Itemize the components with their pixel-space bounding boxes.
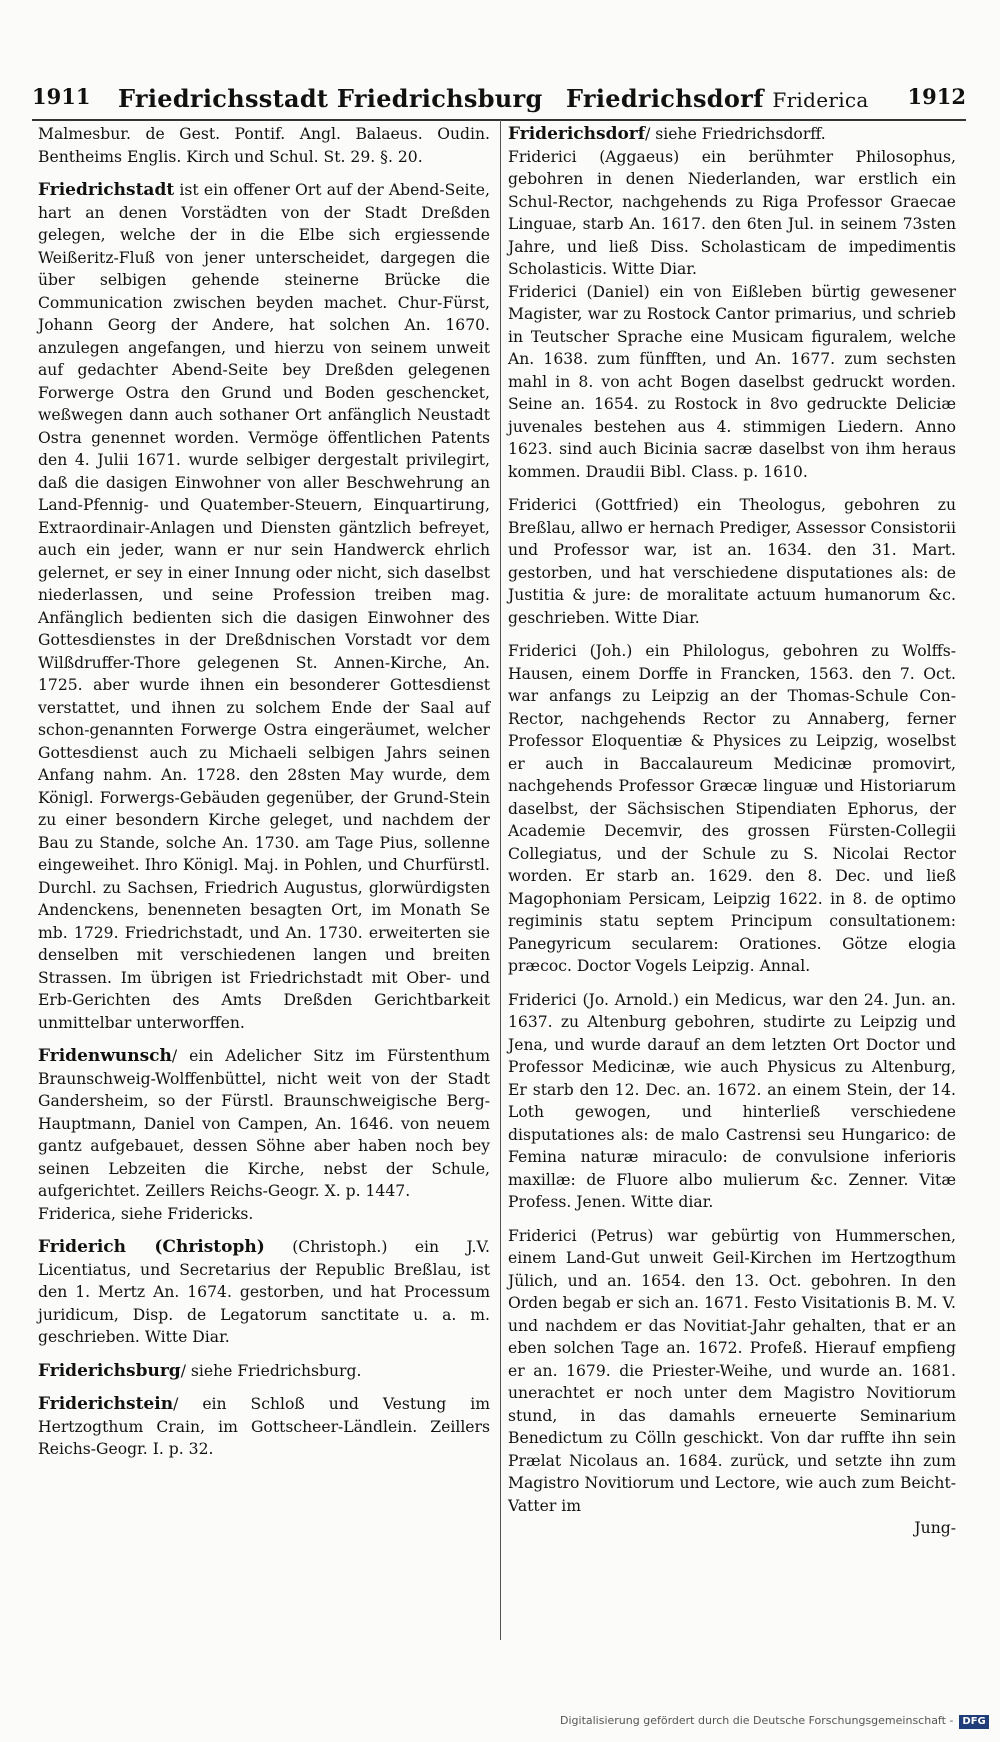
entry-text: ist ein offener Ort auf der Abend-Seite, hart an denen Vorstädten von der Stadt Dreßden gelegen, welche der in die Elbe sich ergiessende Weißeritz-Fluß von jener unterscheidet, dargegen die über selbigen gehende steinerne Brücke die Communication zwischen beyden machet. Chur-Fürst, Johann Georg der Andere, hat solchen An. 1670. anzulegen angefangen, und hierzu von seinem unweit auf gedachter Abend-Seite bey Dreßden gelegenen Forwerge Ostra den Grund und Boden geschencket, weßwegen dann auch sothaner Ort anfänglich Neustadt Ostra genennet worden. Vermöge öffentlichen Patents den 4. Julii 1671. wurde selbiger dergestalt privilegirt, daß die dasigen Einwohner von aller Beschwehrung an Land-Pfennig- und Quatember-Steuern, Einquartirung, Extraordinair-Anlagen und Diensten gäntzlich befreyet, auch ein jeder, wann er nur sein Handwerck ehrlich gelernet, er sey in einer Innung oder nicht, sich daselbst niederlassen, und seine Profession treiben mag. Anfänglich bedienten sich die dasigen Einwohner des Gottesdienstes in der Dreßdnischen Vorstadt vor dem Wilßdruffer-Thore gelegenen St. Annen-Kirche, An. 1725. aber wurde ihnen ein besonderer Gottesdienst verstattet, und ihnen zu solchem Ende der Saal auf schon-genannten Forwerge Ostra eingeräumet, welcher Gottesdienst auch zu Michaeli selbigen Jahrs seinen Anfang nahm. An. 1728. den 28sten May wurde, dem Königl. Forwergs-Gebäuden gegenüber, der Grund-Stein zu einer besondern Kirche geleget, und nachdem der Bau zu Stande, solche An. 1730. am Tage Pius, sollenne eingeweihet. Ihro Königl. Maj. in Pohlen, und Churfürstl. Durchl. zu Sachsen, Friedrich Augustus, glorwürdigsten Andenckens, benenneten besagten Ort, im Monath Se mb. 1729. Friedrichstadt, und An. 1730. erweiterten sie denselben mit verschiedenen langen und breiten Strassen. Im übrigen ist Friedrichstadt mit Ober- und Erb-Gerichten des Amts Dreßden Gerichtbarkeit unmittelbar unterworffen. <box>38 181 490 1032</box>
entry-friderici-joh: Friderici (Joh.) ein Philologus, gebohren zu Wolffs-Hausen, einem Dorffe in Francken, 1563. den 7. Oct. war anfangs zu Leipzig an der Thomas-Schule Con-Rector, nachgehends Rector zu Annaberg, ferner Professor Eloquentiæ & Physices zu Leipzig, woselbst er auch in Baccalaureum Medicinæ promovirt, nachgehends Professor Græcæ linguæ und Historiarum daselbst, der Sächsischen Stipendiaten Ephorus, der Academie Decemvir, des grossen Fürsten-Collegii Collegiatus, und der Schule zu S. Nicolai Rector worden. Er starb an. 1629. den 8. Dec. und ließ Magophoniam Persicam, Leipzig 1622. in 8. de optimo regiminis statu septem Principum consultationem: Panegyricum secularem: Orationes. Götze elogia præcoc. Doctor Vogels Leipzig. Annal. <box>508 642 956 975</box>
entry-friderichsburg <box>38 1360 490 1383</box>
page-number-right: 1912 <box>907 84 966 109</box>
right-column <box>508 123 956 1540</box>
running-header <box>30 84 966 118</box>
entry-friderici-daniel: Friderici (Daniel) ein von Eißleben bürtig gewesener Magister, war zu Rostock Cantor primarius, und schrieb in Teutscher Sprache eine Musicam figuralem, welche An. 1638. zum fünfften, und An. 1677. zum sechsten mahl in 8. von acht Bogen daselbst gedruckt worden. Seine an. 1654. zu Rostock in 8vo gedruckte Deliciæ juvenales bestehen aus 4. stimmigen Liedern. Anno 1623. sind auch Bicinia sacræ daselbst von ihm heraus kommen. Draudii Bibl. Class. p. 1610. <box>508 282 956 481</box>
entry-text: (Christoph.) ein J.V. Licentiatus, und Secretarius der Republic Breßlau, ist den 1. Mertz An. 1674. gestorben, und hat Processum juridicum, Disp. de Legatorum sanctitate u. a. m. geschrieben. Witte Diar. <box>38 1238 490 1346</box>
running-title-right-latin: Friderica <box>772 88 869 112</box>
entry-text: / siehe Friedrichsburg. <box>180 1361 362 1380</box>
entry-friderichsdorf <box>508 123 956 146</box>
entry-friderici-aggaeus: Friderici (Aggaeus) ein berühmter Philosophus, gebohren in denen Niederlanden, war erstlich ein Schul-Rector, nachgehends zu Riga Professor Graecae Linguae, starb An. 1617. den 6ten Jul. in seinem 73sten Jahre, und ließ Diss. Scholasticam de impedimentis Scholasticis. Witte Diar. <box>508 147 956 278</box>
header-rule <box>32 119 966 121</box>
entry-friderica: Friderica, siehe Fridericks. <box>38 1204 254 1223</box>
running-title-right <box>566 84 869 113</box>
running-title-left: Friedrichsstadt Friedrichsburg <box>118 84 543 113</box>
entry-continuation: Malmesbur. de Gest. Pontif. Angl. Balaeus. Oudin. Bentheims Englis. Kirch und Schul. St. 29. §. 20. <box>38 125 490 166</box>
headword: Friedrichstadt <box>38 180 175 200</box>
entry-text: / siehe Friedrichsdorff. <box>645 125 826 143</box>
running-title-right-main: Friedrichsdorf <box>566 84 764 113</box>
catchword: Jung- <box>914 1519 956 1537</box>
entry-friderichstein <box>38 1393 490 1461</box>
entry-friderich-christoph <box>38 1236 490 1349</box>
headword: Friderichsburg <box>38 1360 181 1381</box>
entry-text: / ein Schloß und Vestung im Hertzogthum Crain, im Gottscheer-Ländlein. Zeillers Reichs-Geogr. I. p. 32. <box>38 1395 490 1458</box>
headword: Fridenwunsch <box>38 1046 172 1066</box>
digitization-footer <box>560 1714 986 1729</box>
entry-friderici-jo-arnold: Friderici (Jo. Arnold.) ein Medicus, war den 24. Jun. an. 1637. zu Altenburg gebohren, studirte zu Leipzig und Jena, und wurde darauf an dem letzten Ort Doctor und Professor Medicinæ, wie auch Physicus zu Altenburg, Er starb den 12. Dec. an. 1672. an einem Stein, der 14. Loth gewogen, und hinterließ verschiedene disputationes als: de malo Castrensi seu Hungarico: de Femina naturæ miraculo: de convulsione inferioris maxillæ: de Fluore albo mulierum &c. Zenner. Vitæ Profess. Jenen. Witte diar. <box>508 990 956 1211</box>
entry-fridenwunsch <box>38 1045 490 1203</box>
column-divider <box>500 120 501 1640</box>
entry-text: / ein Adelicher Sitz im Fürstenthum Braunschweig-Wolffenbüttel, nicht weit von der Stadt Gandersheim, so der Fürstl. Braunschweigische Berg-Hauptmann, Daniel von Campen, An. 1646. von neuem gantz aufgebauet, dessen Söhne aber haben noch bey seinen Lebzeiten die Kirche, nebst der Schule, aufgerichtet. Zeillers Reichs-Geogr. X. p. 1447. <box>38 1047 490 1200</box>
left-column <box>38 123 490 1461</box>
entry-friderici-petrus: Friderici (Petrus) war gebürtig von Hummerschen, einem Land-Gut unweit Geil-Kirchen im Hertzogthum Jülich, und an. 1654. den 13. Oct. gebohren. In den Orden begab er sich an. 1671. Festo Visitationis B. M. V. und nachdem er das Novitiat-Jahr gehalten, that er an eben solchen Tage an. 1672. Profeß. Hierauf empfieng er an. 1679. die Priester-Weihe, und wurde an. 1681. unerachtet er noch unter dem Magistro Novitiorum stund, in das damahls erneuerte Seminarium Benedictum zu Cölln geschickt. Von dar ruffte ihn sein Prælat Nicolaus an. 1684. zurück, und setzte ihn zum Magistro Novitiorum und Lectore, wie auch zum Beicht-Vatter im <box>508 1226 956 1515</box>
dfg-logo: DFG <box>959 1715 988 1729</box>
footer-text: Digitalisierung gefördert durch die Deutsche Forschungsgemeinschaft - <box>560 1714 954 1727</box>
headword: Friderichsdorf <box>508 124 646 144</box>
entry-friedrichstadt <box>38 179 490 1034</box>
page-number-left: 1911 <box>32 84 91 109</box>
headword: Friderichstein <box>38 1394 174 1414</box>
entry-friderici-gottfried: Friderici (Gottfried) ein Theologus, gebohren zu Breßlau, allwo er hernach Prediger, Assessor Consistorii und Professor war, ist an. 1634. den 31. Mart. gestorben, und hat verschiedene disputationes als: de Justitia & jure: de moralitate actuum humanorum &c. geschrieben. Witte Diar. <box>508 496 956 627</box>
headword: Friderich (Christoph) <box>38 1237 265 1257</box>
